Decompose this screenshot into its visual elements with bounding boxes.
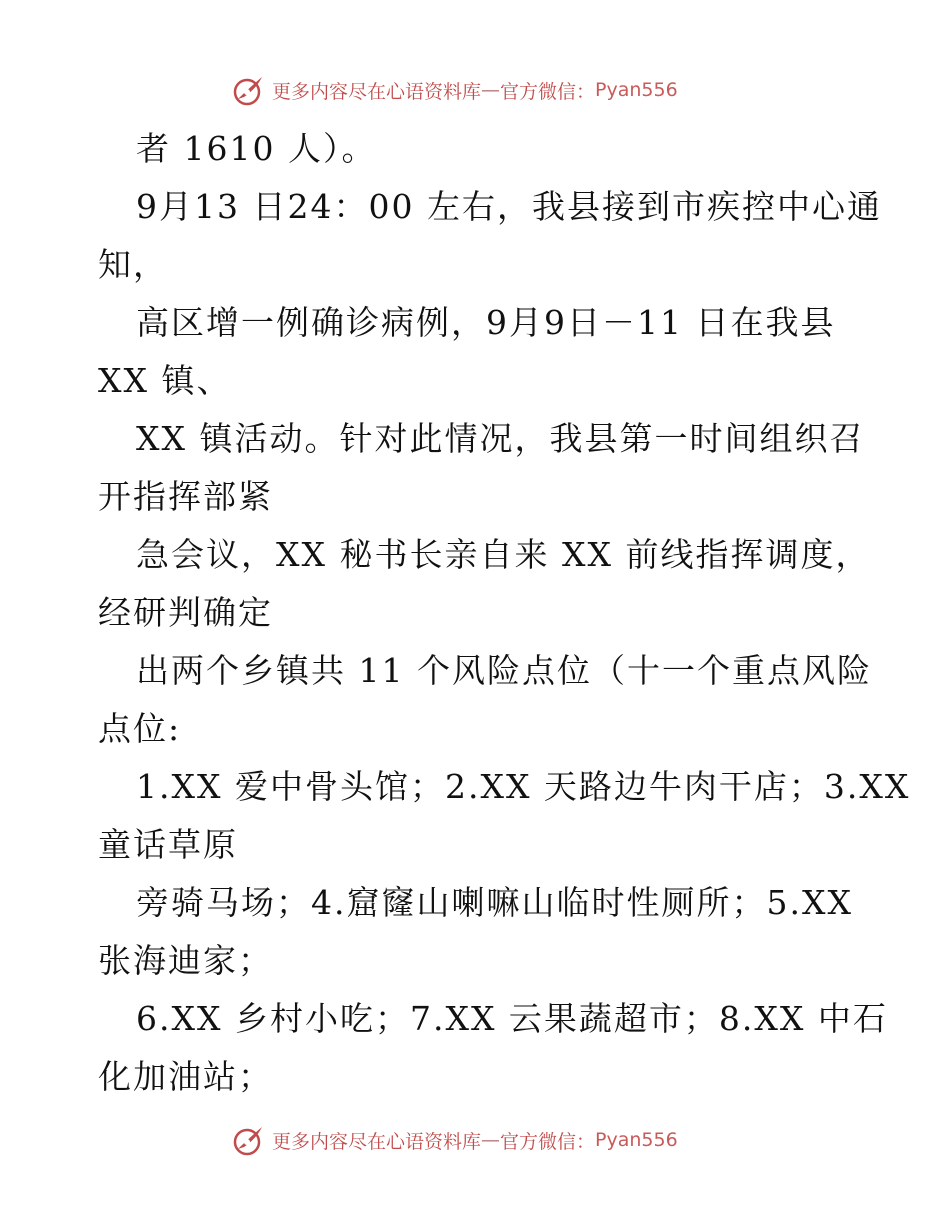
banner-wechat-id: Pyan556: [595, 79, 678, 101]
banner-text: 更多内容尽在心语资料库: [272, 1130, 482, 1153]
text-line: 1.XX 爱中骨头馆；2.XX 天路边牛肉干店；3.XX: [136, 767, 911, 806]
quill-logo-icon: [232, 1123, 266, 1157]
text-line: 化加油站；: [98, 1057, 273, 1096]
text-line: 点位:: [98, 709, 182, 748]
banner-separator: —: [481, 79, 501, 101]
text-line: 高区增一例确诊病例，9月9日－11 日在我县: [136, 303, 836, 342]
text-line: XX 镇活动。针对此情况，我县第一时间组织召: [136, 419, 865, 458]
text-line: 童话草原: [98, 825, 238, 864]
text-line: 旁骑马场；4.窟窿山喇嘛山临时性厕所；5.XX: [136, 883, 853, 922]
text-line: 经研判确定: [98, 593, 273, 632]
banner-wechat-id: Pyan556: [595, 1129, 678, 1151]
text-line: 急会议，XX 秘书长亲自来 XX 前线指挥调度，: [136, 535, 871, 574]
document-body: [98, 120, 911, 1106]
text-line: 出两个乡镇共 11 个风险点位（十一个重点风险: [136, 651, 872, 690]
quill-logo-icon: [232, 73, 266, 107]
text-line: 开指挥部紧: [98, 477, 273, 516]
text-line: 9月13 日24：00 左右，我县接到市疾控中心通: [136, 187, 882, 226]
text-line: 张海迪家；: [98, 941, 273, 980]
footer-watermark: [232, 1122, 678, 1158]
text-line: 知，: [98, 245, 168, 284]
banner-text: 更多内容尽在心语资料库: [272, 80, 482, 103]
text-line: XX 镇、: [98, 361, 232, 400]
banner-separator: —: [481, 1129, 501, 1151]
text-line: 6.XX 乡村小吃；7.XX 云果蔬超市；8.XX 中石: [136, 999, 888, 1038]
text-line: 者 1610 人）。: [136, 129, 377, 168]
header-watermark: [232, 72, 678, 108]
banner-wechat-label: 官方微信：: [500, 1130, 596, 1153]
banner-wechat-label: 官方微信：: [500, 80, 596, 103]
